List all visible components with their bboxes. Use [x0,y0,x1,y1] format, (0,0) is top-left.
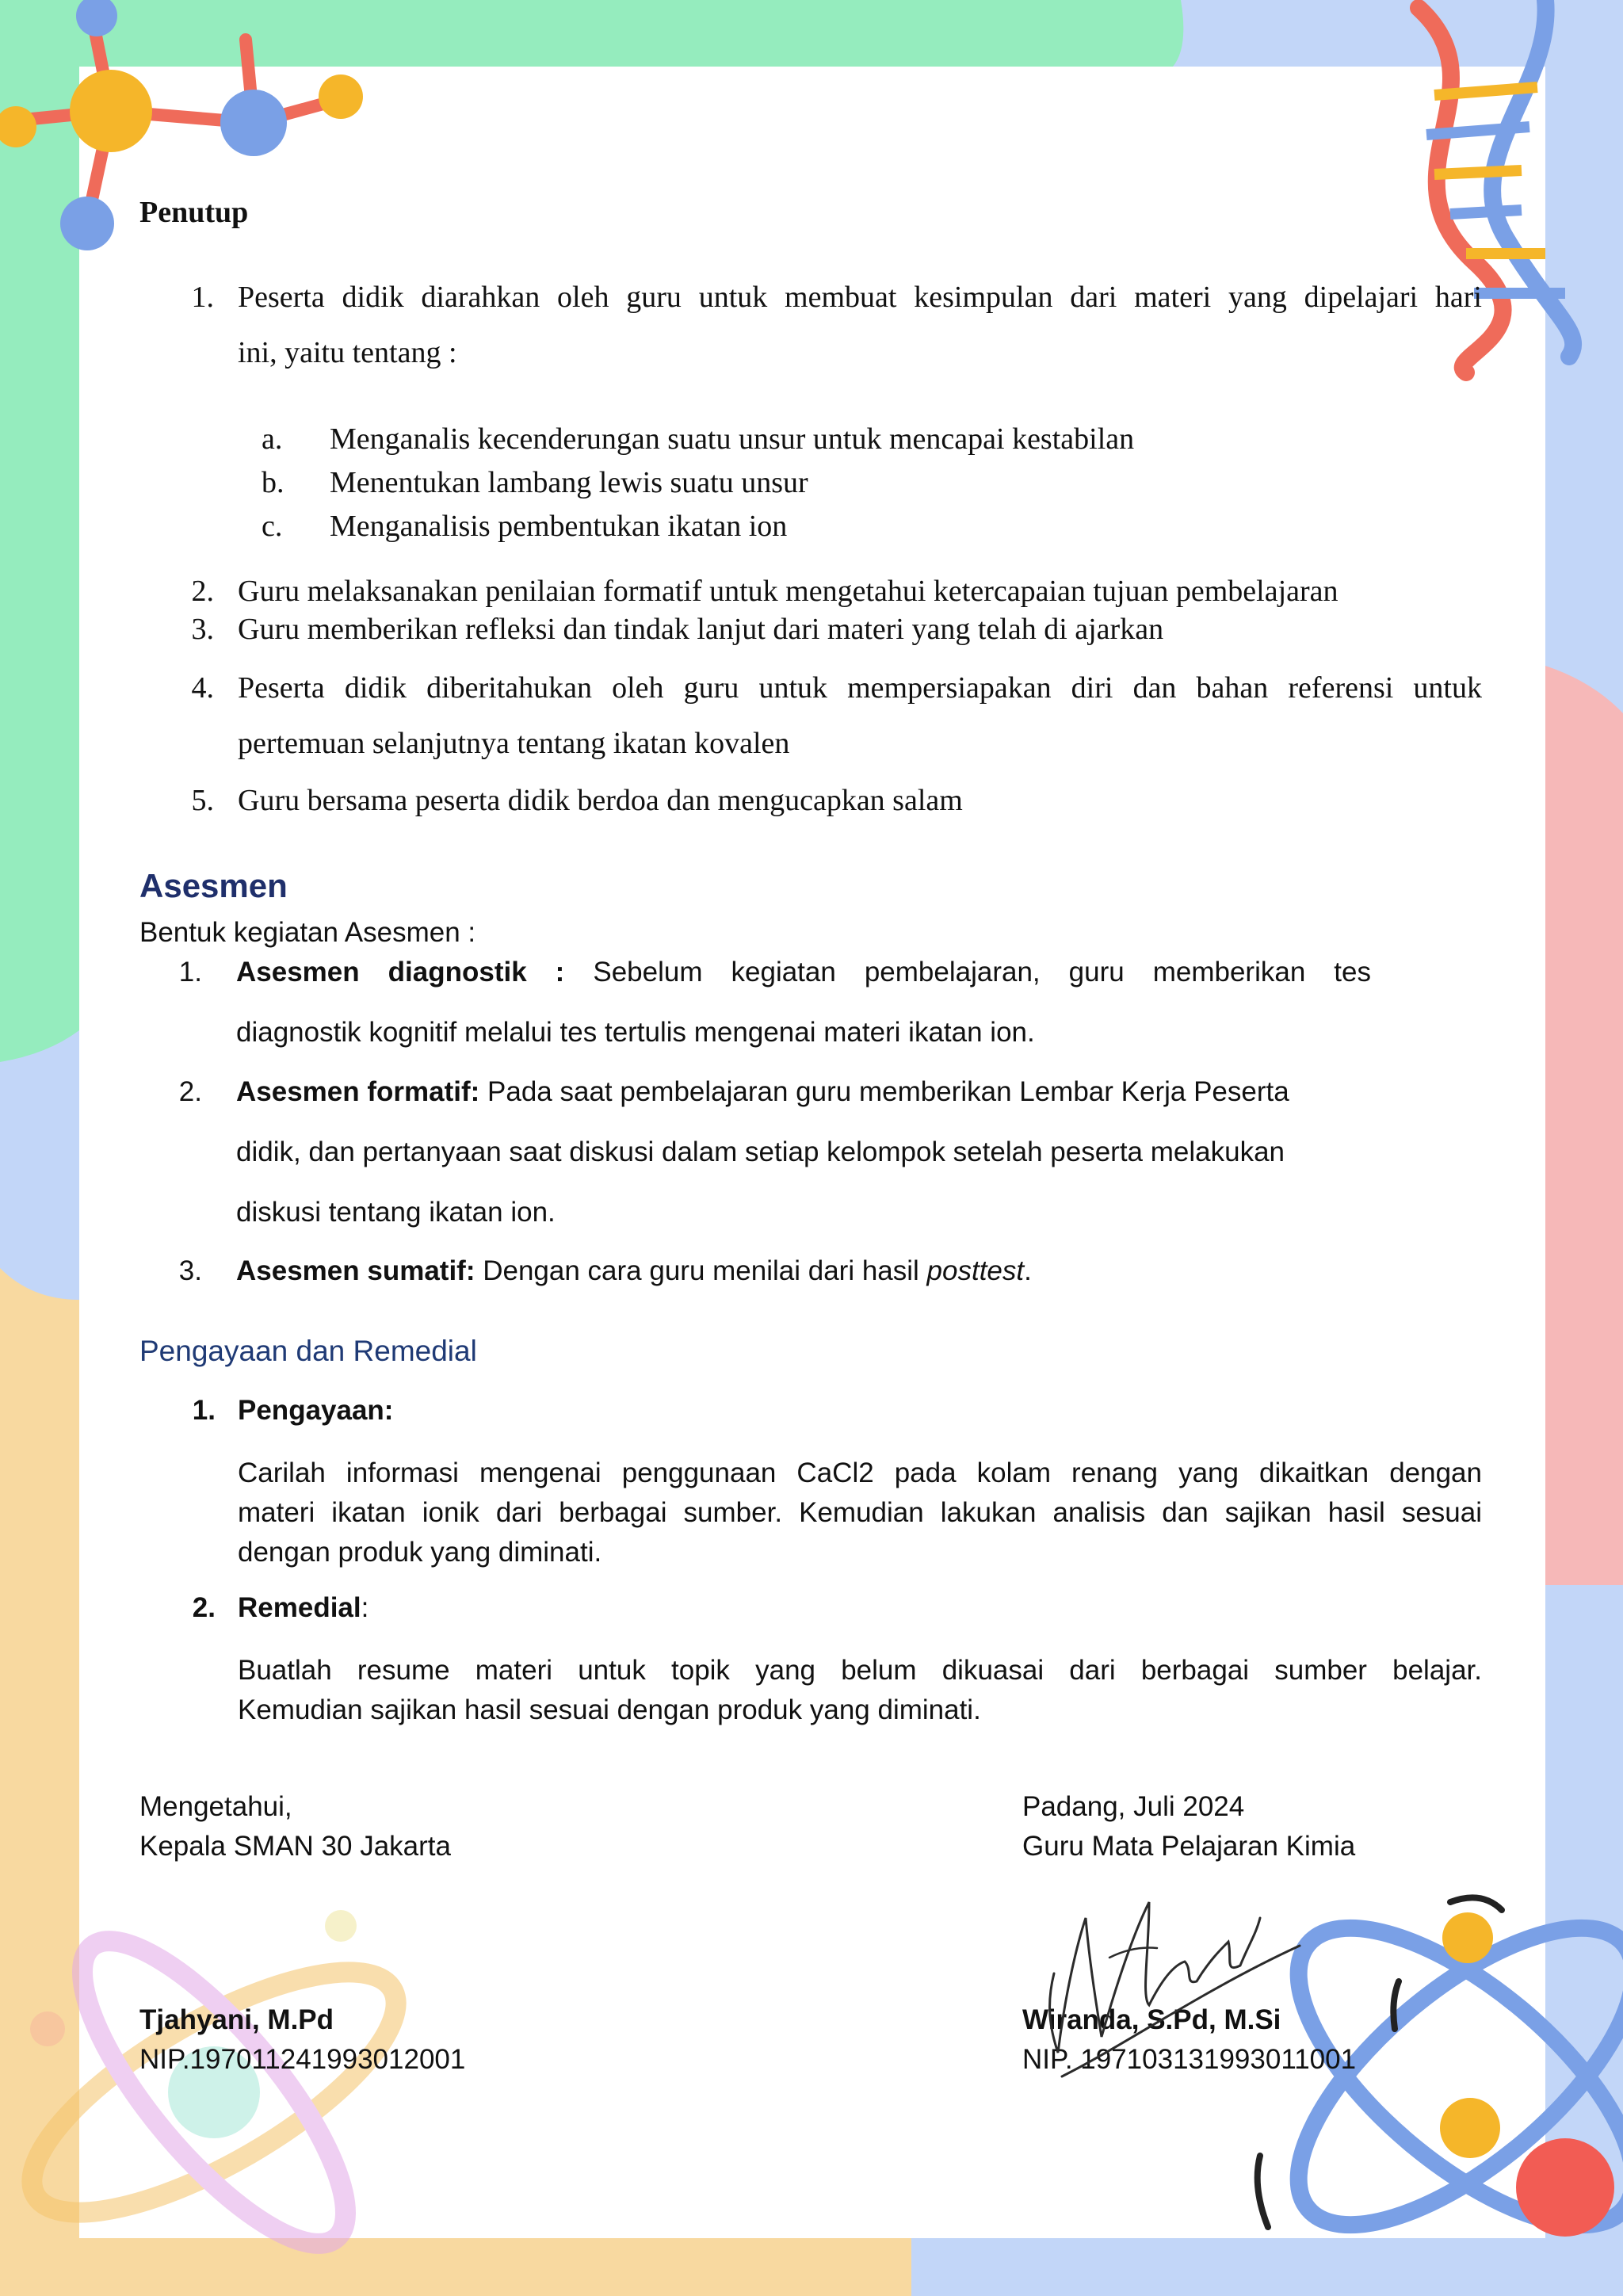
sublist-item: c. Menganalisis pembentukan ikatan ion [262,510,788,543]
sublist-item: a. Menganalis kecenderungan suatu unsur untuk mencapai kestabilan [262,422,1135,456]
signature-right-name: Wiranda, S.Pd, M.Si NIP. 197103131993011001 [1022,2004,1357,2075]
handwritten-signature [1030,1870,1316,2092]
list-text-line: Peserta didik diarahkan oleh guru untuk membuat kesimpulan dari materi yang dipelajari hari [238,281,1482,314]
signature-left-name: Tjahyani, M.Pd NIP.197011241993012001 [139,2004,466,2075]
document-content: Penutup 1. Peserta didik diarahkan oleh guru untuk membuat kesimpulan dari materi yang dipelajari hari ini, yaitu tentang : a. Menganalis kecenderungan suatu unsur untuk mencapai kestabilan b. Menentukan lambang lewis suatu unsur c. Menganalisis pembentukan ikatan ion 2. Guru melaksanakan penilaian formatif untuk mengetahui ketercapaian tujuan pembelajaran 3. Guru memberikan refleksi dan tindak lanjut dari materi yang telah di ajarkan 4. Peserta didik diberitahukan oleh guru untuk mempersiapakan diri dan bahan referensi untuk pertemuan selanjutnya tentang ikatan kovalen 5. Guru bersama peserta didik berdoa dan mengucapkan salam Asesmen Bentuk kegiatan Asesmen : 1. Asesmen diagnostik : Sebelum kegiatan pembelajaran, guru memberikan tes diagnostik kognitif melalui tes tertulis mengenai materi ikatan ion. 2. Asesmen formatif: Pada saat pembelajaran guru memberikan Lembar Kerja Peserta didik, dan pertanyaan saat diskusi dalam setiap kelompok setelah peserta melakukan diskusi tentang ikatan ion. 3. Asesmen sumatif: Dengan cara guru menilai dari hasil posttest. Pengayaan dan Remedial 1. Pengayaan: Carilah informasi mengenai penggunaan CaCl2 pada kolam renang yang dikaitkan dengan materi ikatan ionik dari berbagai sumber. Kemudian lakukan analisis dan sajikan hasil sesuai dengan produk yang diminati. 2. Remedial: Buatlah resume materi untuk topik yang belum dikuasai dari berbagai sumber belajar. Kemudian sajikan hasil sesuai dengan produk yang diminati. Mengetahui, Kepala SMAN 30 Jakarta Tjahyani, M.Pd NIP.197011241993012001 Padang, Juli 2024 Guru Mata Pelajaran Kimia Wiranda, S.Pd, M.Si NIP. 197103131993011001 [0,0,1623,2296]
penutup-heading: Penutup [139,196,249,229]
asesmen-label: Asesmen diagnostik : [236,957,565,988]
penutup-sublist [262,418,1292,548]
asesmen-label: Asesmen formatif: [236,1076,480,1107]
asesmen-intro: Bentuk kegiatan Asesmen : [139,917,476,948]
signature-left: Mengetahui, Kepala SMAN 30 Jakarta [139,1791,451,1862]
remedial-paragraph: Buatlah resume materi untuk topik yang belum dikuasai dari berbagai sumber belajar. Kemudian sajikan hasil sesuai dengan produk yang diminati. [238,1655,1482,1725]
pengayaan-paragraph: Carilah informasi mengenai penggunaan CaCl2 pada kolam renang yang dikaitkan dengan materi ikatan ionik dari berbagai sumber. Kemudian lakukan analisis dan sajikan hasil sesuai dengan produk yang diminati. [238,1457,1482,1568]
list-number: 1. [191,281,214,314]
pengayaan-heading: Pengayaan dan Remedial [139,1335,477,1367]
signature-right: Padang, Juli 2024 Guru Mata Pelajaran Kimia [1022,1791,1356,1862]
asesmen-label: Asesmen sumatif: [236,1255,475,1286]
asesmen-heading: Asesmen [139,867,288,904]
list-text-line: ini, yaitu tentang : [238,336,457,369]
sublist-item: b. Menentukan lambang lewis suatu unsur [262,466,808,499]
